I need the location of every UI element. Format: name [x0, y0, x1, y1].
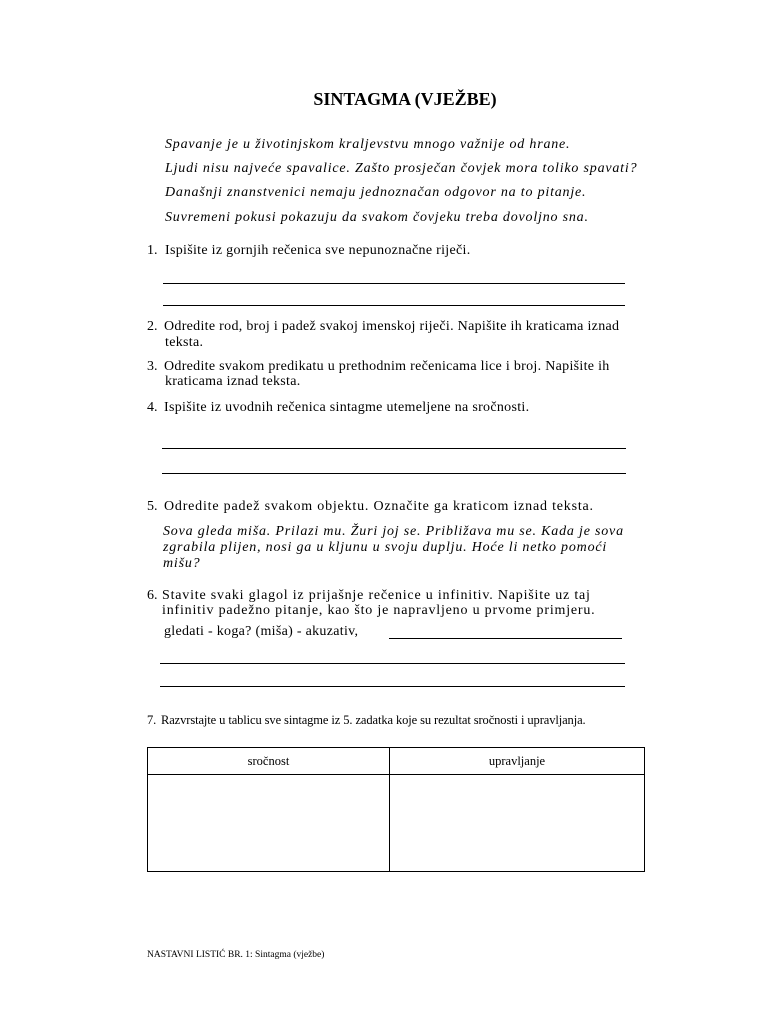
- intro-line-3: Današnji znanstvenici nemaju jednoznačan odgovor na to pitanje.: [165, 185, 587, 200]
- table-cell-upravljanje: [390, 775, 645, 872]
- task-5-number: 5.: [147, 499, 158, 514]
- task-5-passage-line-3: mišu?: [163, 556, 201, 571]
- task-3-number: 3.: [147, 359, 158, 374]
- task-1-answer-line-2: [163, 305, 625, 306]
- task-5-passage-line-2: zgrabila plijen, nosi ga u kljunu u svoju duplju. Hoće li netko pomoći: [163, 540, 608, 555]
- page-footer: NASTAVNI LISTIĆ BR. 1: Sintagma (vježbe): [147, 950, 325, 960]
- task-3-text-line-1: Odredite svakom predikatu u prethodnim rečenicama lice i broj. Napišite ih: [164, 359, 610, 374]
- task-2-text-line-1: Odredite rod, broj i padež svakoj imenskoj riječi. Napišite ih kraticama iznad: [164, 319, 620, 334]
- task-4-answer-line-2: [162, 473, 626, 474]
- task-6-number: 6.: [147, 588, 158, 603]
- task-6-example: gledati - koga? (miša) - akuzativ,: [164, 624, 359, 639]
- table-header-upravljanje: upravljanje: [390, 748, 645, 775]
- intro-line-4: Suvremeni pokusi pokazuju da svakom čovjeku treba dovoljno sna.: [165, 210, 589, 225]
- intro-line-1: Spavanje je u životinjskom kraljevstvu mnogo važnije od hrane.: [165, 137, 571, 152]
- task-5-passage-line-1: Sova gleda miša. Prilazi mu. Žuri joj se. Približava mu se. Kada je sova: [163, 524, 624, 539]
- task-6-answer-line-2: [160, 686, 625, 687]
- task-1-text: Ispišite iz gornjih rečenica sve nepunoznačne riječi.: [165, 243, 471, 258]
- task-1-number: 1.: [147, 243, 158, 258]
- task-4-text: Ispišite iz uvodnih rečenica sintagme utemeljene na sročnosti.: [164, 400, 530, 415]
- task-4-number: 4.: [147, 400, 158, 415]
- classification-table: [147, 747, 645, 872]
- task-1-answer-line-1: [163, 283, 625, 284]
- task-6-text-line-2: infinitiv padežno pitanje, kao što je napravljeno u prvome primjeru.: [162, 603, 596, 618]
- task-2-number: 2.: [147, 319, 158, 334]
- table-header-srocnost: sročnost: [148, 748, 390, 775]
- task-3-text-line-2: kraticama iznad teksta.: [165, 374, 301, 389]
- task-7-text: Razvrstajte u tablicu sve sintagme iz 5. zadatka koje su rezultat sročnosti i upravljanja.: [161, 713, 586, 727]
- page-title: SINTAGMA (VJEŽBE): [313, 89, 497, 109]
- task-6-text-line-1: Stavite svaki glagol iz prijašnje rečenice u infinitiv. Napišite uz taj: [162, 588, 591, 603]
- intro-line-2: Ljudi nisu najveće spavalice. Zašto prosječan čovjek mora toliko spavati?: [165, 161, 638, 176]
- task-2-text-line-2: teksta.: [165, 335, 204, 350]
- task-7-number: 7.: [147, 713, 157, 727]
- table-cell-srocnost: [148, 775, 390, 872]
- task-6-example-answer-line: [389, 638, 622, 639]
- task-4-answer-line-1: [162, 448, 626, 449]
- task-5-text: Odredite padež svakom objektu. Označite ga kraticom iznad teksta.: [164, 499, 594, 514]
- task-6-answer-line-1: [160, 663, 625, 664]
